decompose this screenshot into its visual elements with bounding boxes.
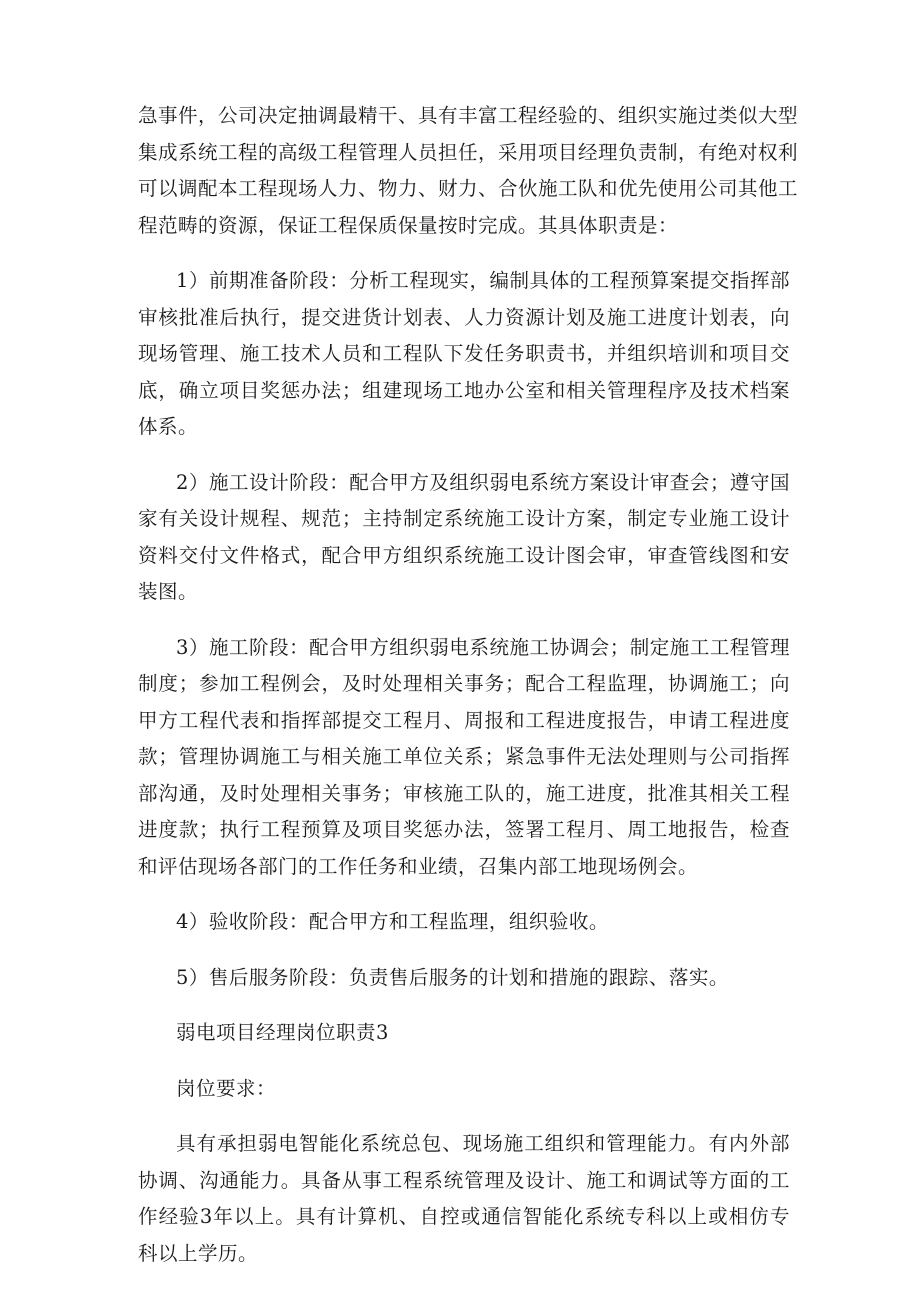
- text-line: 集成系统工程的高级工程管理人员担任，采用项目经理负责制，有绝对权利: [138, 140, 799, 164]
- text-line: 料交付文件格式，配合甲方组织系统施工设计图会审，审查管线图和安装图。: [138, 543, 790, 603]
- text-line: 岗位要求：: [176, 1076, 277, 1100]
- text-line: 弱电项目经理岗位职责3: [176, 1021, 389, 1044]
- text-line: 家有关设计规程、规范；主持制定系统施工设计方案，制定专业施工设计资: [138, 507, 790, 567]
- text-line: 管理协调施工与相关施工单位关系；紧急事件无法处理则与公司指挥部沟通，: [138, 745, 790, 805]
- text-line: 程范畴的资源，保证工程保质保量按时完成。其具体职责是：: [138, 213, 679, 237]
- text-line: 急事件，公司决定抽调最精干、具有丰富工程经验的、组织实施过类似大型: [138, 104, 799, 127]
- text-line: 审核批准后执行，提交进货计划表、人力资源计划及施工进度计划表，向现: [138, 305, 790, 365]
- text-line: 可以调配本工程现场人力、物力、财力、合伙施工队和优先使用公司其他工: [138, 177, 799, 200]
- paragraph-intro: [138, 98, 799, 244]
- document-body: [138, 98, 799, 1291]
- paragraph-requirements: [138, 1126, 790, 1272]
- text-line: 确立项目奖惩办法；组建现场工地办公室和相关管理程序及技术档案体系。: [138, 378, 790, 438]
- paragraph-stage-1: [138, 263, 790, 446]
- text-line: 方工程代表和指挥部提交工程月、周报和工程进度报告，申请工程进度款；: [138, 708, 790, 768]
- text-line: 及时处理相关事务；审核施工队的，施工进度，批准其相关工程进度款；执: [138, 781, 790, 841]
- text-line: 2）施工设计阶段：配合甲方及组织弱电系统方案设计审查会；遵守国: [176, 470, 790, 494]
- text-line: 5）售后服务阶段：负责售后服务的计划和措施的跟踪、落实。: [176, 965, 729, 989]
- subsection-heading: [138, 1071, 790, 1108]
- text-line: 3）施工阶段：配合甲方组织弱电系统施工协调会；制定施工工程管理: [176, 635, 790, 659]
- paragraph-stage-2: [138, 465, 790, 611]
- section-heading: [138, 1015, 790, 1052]
- text-line: 部门的工作任务和业绩，召集内部工地现场例会。: [258, 854, 699, 878]
- text-line: 以上学历。: [158, 1241, 259, 1265]
- text-line: 1）前期准备阶段：分析工程现实，编制具体的工程预算案提交指挥部: [176, 269, 790, 292]
- text-line: 具有承担弱电智能化系统总包、现场施工组织和管理能力。有内外部: [176, 1132, 790, 1155]
- text-line: 制度；参加工程例会，及时处理相关事务；配合工程监理，协调施工；向甲: [138, 672, 790, 732]
- text-line: 协调、沟通能力。具备从事工程系统管理及设计、施工和调试等方面的工作: [138, 1168, 790, 1228]
- paragraph-stage-3: [138, 630, 790, 886]
- text-line: 行工程预算及项目奖惩办法，签署工程月、周工地报告，检查和评估现场各: [138, 818, 790, 878]
- text-line: 场管理、施工技术人员和工程队下发任务职责书，并组织培训和项目交底，: [138, 342, 790, 402]
- paragraph-stage-5: [138, 960, 790, 997]
- text-line: 4）验收阶段：配合甲方和工程监理，组织验收。: [176, 910, 609, 933]
- text-line: 经验3年以上。具有计算机、自控或通信智能化系统专科以上或相仿专科: [138, 1205, 790, 1265]
- paragraph-stage-4: [138, 904, 790, 941]
